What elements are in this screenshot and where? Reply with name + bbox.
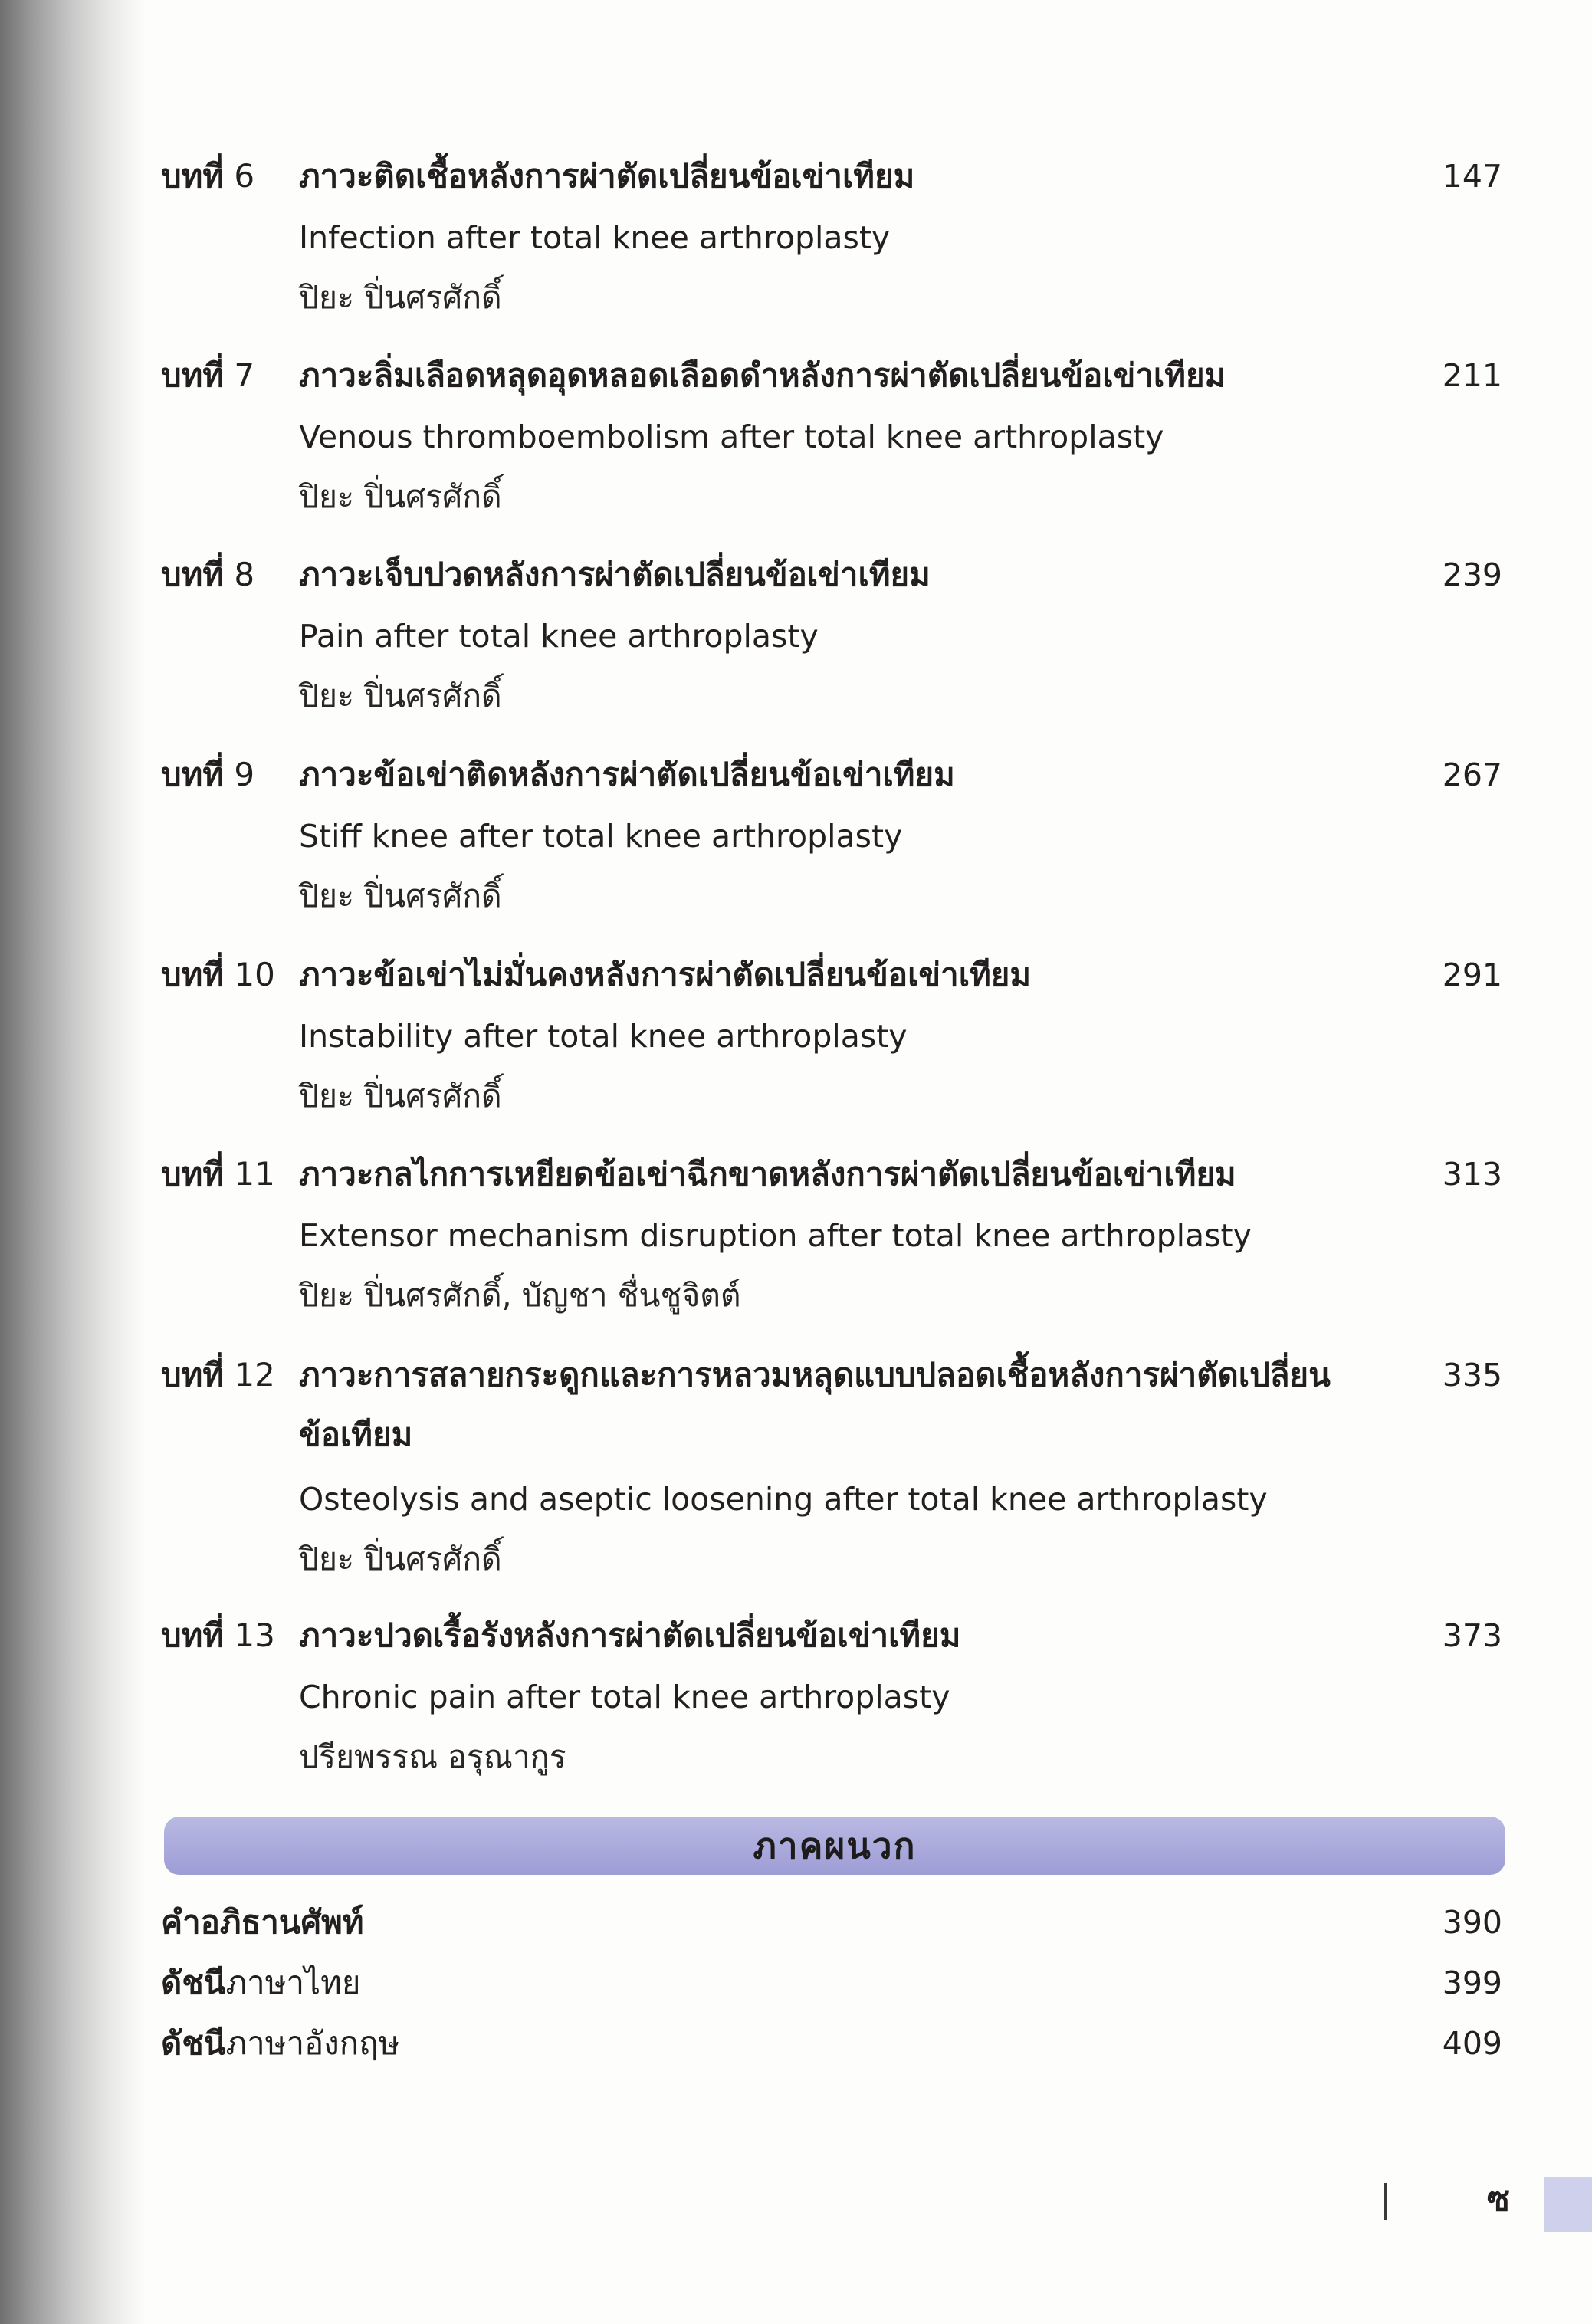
appendix-item-page-number: 409 bbox=[1442, 2025, 1502, 2062]
chapter-word: บทที่ bbox=[161, 1617, 225, 1654]
chapter-authors: ปิยะ ปิ่นศรศักดิ์ bbox=[299, 678, 502, 714]
chapter-word: บทที่ bbox=[161, 756, 225, 793]
appendix-item-label bbox=[161, 1901, 364, 1944]
chapter-page-number: 313 bbox=[1442, 1156, 1502, 1193]
chapter-label bbox=[161, 954, 275, 996]
appendix-item-label-rest: ภาษาอังกฤษ bbox=[225, 2024, 400, 2062]
chapter-title-english: Stiff knee after total knee arthroplasty bbox=[299, 818, 903, 855]
chapter-title-english: Instability after total knee arthroplasty bbox=[299, 1018, 908, 1055]
appendix-item-glossary[interactable] bbox=[0, 1901, 1592, 1944]
appendix-item-label bbox=[161, 2022, 399, 2065]
chapter-word: บทที่ bbox=[161, 556, 225, 593]
appendix-item-thai-index[interactable] bbox=[0, 1961, 1592, 2004]
chapter-number: 13 bbox=[234, 1617, 275, 1654]
appendix-item-page-number: 399 bbox=[1442, 1965, 1502, 2001]
chapter-page-number: 239 bbox=[1442, 556, 1502, 593]
appendix-item-label-bold: ดัชนี bbox=[161, 2024, 226, 2062]
chapter-authors: ปิยะ ปิ่นศรศักดิ์ bbox=[299, 878, 502, 914]
chapter-label bbox=[161, 553, 254, 596]
chapter-label bbox=[161, 753, 254, 796]
chapter-authors: ปรียพรรณ อรุณากูร bbox=[299, 1738, 566, 1775]
chapter-number: 12 bbox=[234, 1356, 275, 1393]
page-marker: ซ bbox=[1487, 2180, 1510, 2219]
chapter-page-number: 267 bbox=[1442, 757, 1502, 793]
appendix-item-label bbox=[161, 1961, 360, 2004]
chapter-title-thai: ภาวะเจ็บปวดหลังการผ่าตัดเปลี่ยนข้อเข่าเทียม bbox=[299, 556, 931, 593]
appendix-title: ภาคผนวก bbox=[753, 1825, 917, 1866]
chapter-label bbox=[161, 354, 254, 397]
chapter-title-english: Infection after total knee arthroplasty bbox=[299, 219, 891, 256]
chapter-page-number: 373 bbox=[1442, 1617, 1502, 1654]
chapter-label bbox=[161, 1354, 275, 1397]
chapter-word: บทที่ bbox=[161, 356, 225, 394]
chapter-number: 6 bbox=[234, 157, 255, 195]
chapter-title-english: Pain after total knee arthroplasty bbox=[299, 618, 819, 655]
chapter-number: 11 bbox=[234, 1155, 275, 1193]
chapter-word: บทที่ bbox=[161, 157, 225, 195]
appendix-header bbox=[164, 1817, 1505, 1875]
appendix-item-english-index[interactable] bbox=[0, 2022, 1592, 2065]
chapter-number: 9 bbox=[234, 756, 255, 793]
chapter-title-thai: ภาวะลิ่มเลือดหลุดอุดหลอดเลือดดำหลังการผ่าตัดเปลี่ยนข้อเข่าเทียม bbox=[299, 356, 1226, 394]
appendix-item-label-bold: ดัชนี bbox=[161, 1964, 226, 2001]
chapter-label bbox=[161, 155, 254, 198]
chapter-number: 8 bbox=[234, 556, 255, 593]
appendix-item-page-number: 390 bbox=[1442, 1904, 1502, 1941]
chapter-title-thai: ภาวะกลไกการเหยียดข้อเข่าฉีกขาดหลังการผ่าตัดเปลี่ยนข้อเข่าเทียม bbox=[299, 1155, 1236, 1193]
chapter-authors: ปิยะ ปิ่นศรศักดิ์ bbox=[299, 1541, 502, 1577]
chapter-label bbox=[161, 1614, 275, 1657]
chapter-authors: ปิยะ ปิ่นศรศักดิ์, บัญชา ชื่นชูจิตต์ bbox=[299, 1277, 741, 1314]
chapter-title-thai: ภาวะข้อเข่าไม่มั่นคงหลังการผ่าตัดเปลี่ยนข้อเข่าเทียม bbox=[299, 956, 1032, 993]
chapter-number: 7 bbox=[234, 356, 255, 394]
page-edge-tab bbox=[1544, 2177, 1592, 2232]
chapter-authors: ปิยะ ปิ่นศรศักดิ์ bbox=[299, 478, 502, 515]
appendix-item-label-bold: คำอภิธานศัพท์ bbox=[161, 1903, 364, 1941]
chapter-page-number: 211 bbox=[1442, 357, 1502, 394]
footer-divider bbox=[1384, 2183, 1387, 2220]
chapter-title-thai: ภาวะการสลายกระดูกและการหลวมหลุดแบบปลอดเชื้อหลังการผ่าตัดเปลี่ยนข้อเทียม bbox=[299, 1356, 1331, 1453]
chapter-title-english: Osteolysis and aseptic loosening after total knee arthroplasty bbox=[299, 1481, 1268, 1518]
chapter-authors: ปิยะ ปิ่นศรศักดิ์ bbox=[299, 279, 502, 316]
chapter-word: บทที่ bbox=[161, 1356, 225, 1393]
chapter-title-english: Chronic pain after total knee arthroplasty bbox=[299, 1679, 950, 1715]
chapter-label bbox=[161, 1153, 275, 1196]
chapter-page-number: 147 bbox=[1442, 158, 1502, 195]
chapter-page-number: 335 bbox=[1442, 1357, 1502, 1393]
chapter-title-english: Extensor mechanism disruption after total knee arthroplasty bbox=[299, 1217, 1252, 1254]
chapter-title-thai: ภาวะข้อเข่าติดหลังการผ่าตัดเปลี่ยนข้อเข่าเทียม bbox=[299, 756, 955, 793]
chapter-title-english: Venous thromboembolism after total knee arthroplasty bbox=[299, 419, 1164, 455]
chapter-authors: ปิยะ ปิ่นศรศักดิ์ bbox=[299, 1078, 502, 1114]
chapter-title-thai: ภาวะติดเชื้อหลังการผ่าตัดเปลี่ยนข้อเข่าเทียม bbox=[299, 157, 915, 195]
chapter-number: 10 bbox=[234, 956, 275, 993]
chapter-page-number: 291 bbox=[1442, 957, 1502, 993]
chapter-title-thai: ภาวะปวดเรื้อรังหลังการผ่าตัดเปลี่ยนข้อเข่าเทียม bbox=[299, 1617, 961, 1654]
appendix-item-label-rest: ภาษาไทย bbox=[225, 1964, 361, 2001]
chapter-word: บทที่ bbox=[161, 1155, 225, 1193]
chapter-word: บทที่ bbox=[161, 956, 225, 993]
